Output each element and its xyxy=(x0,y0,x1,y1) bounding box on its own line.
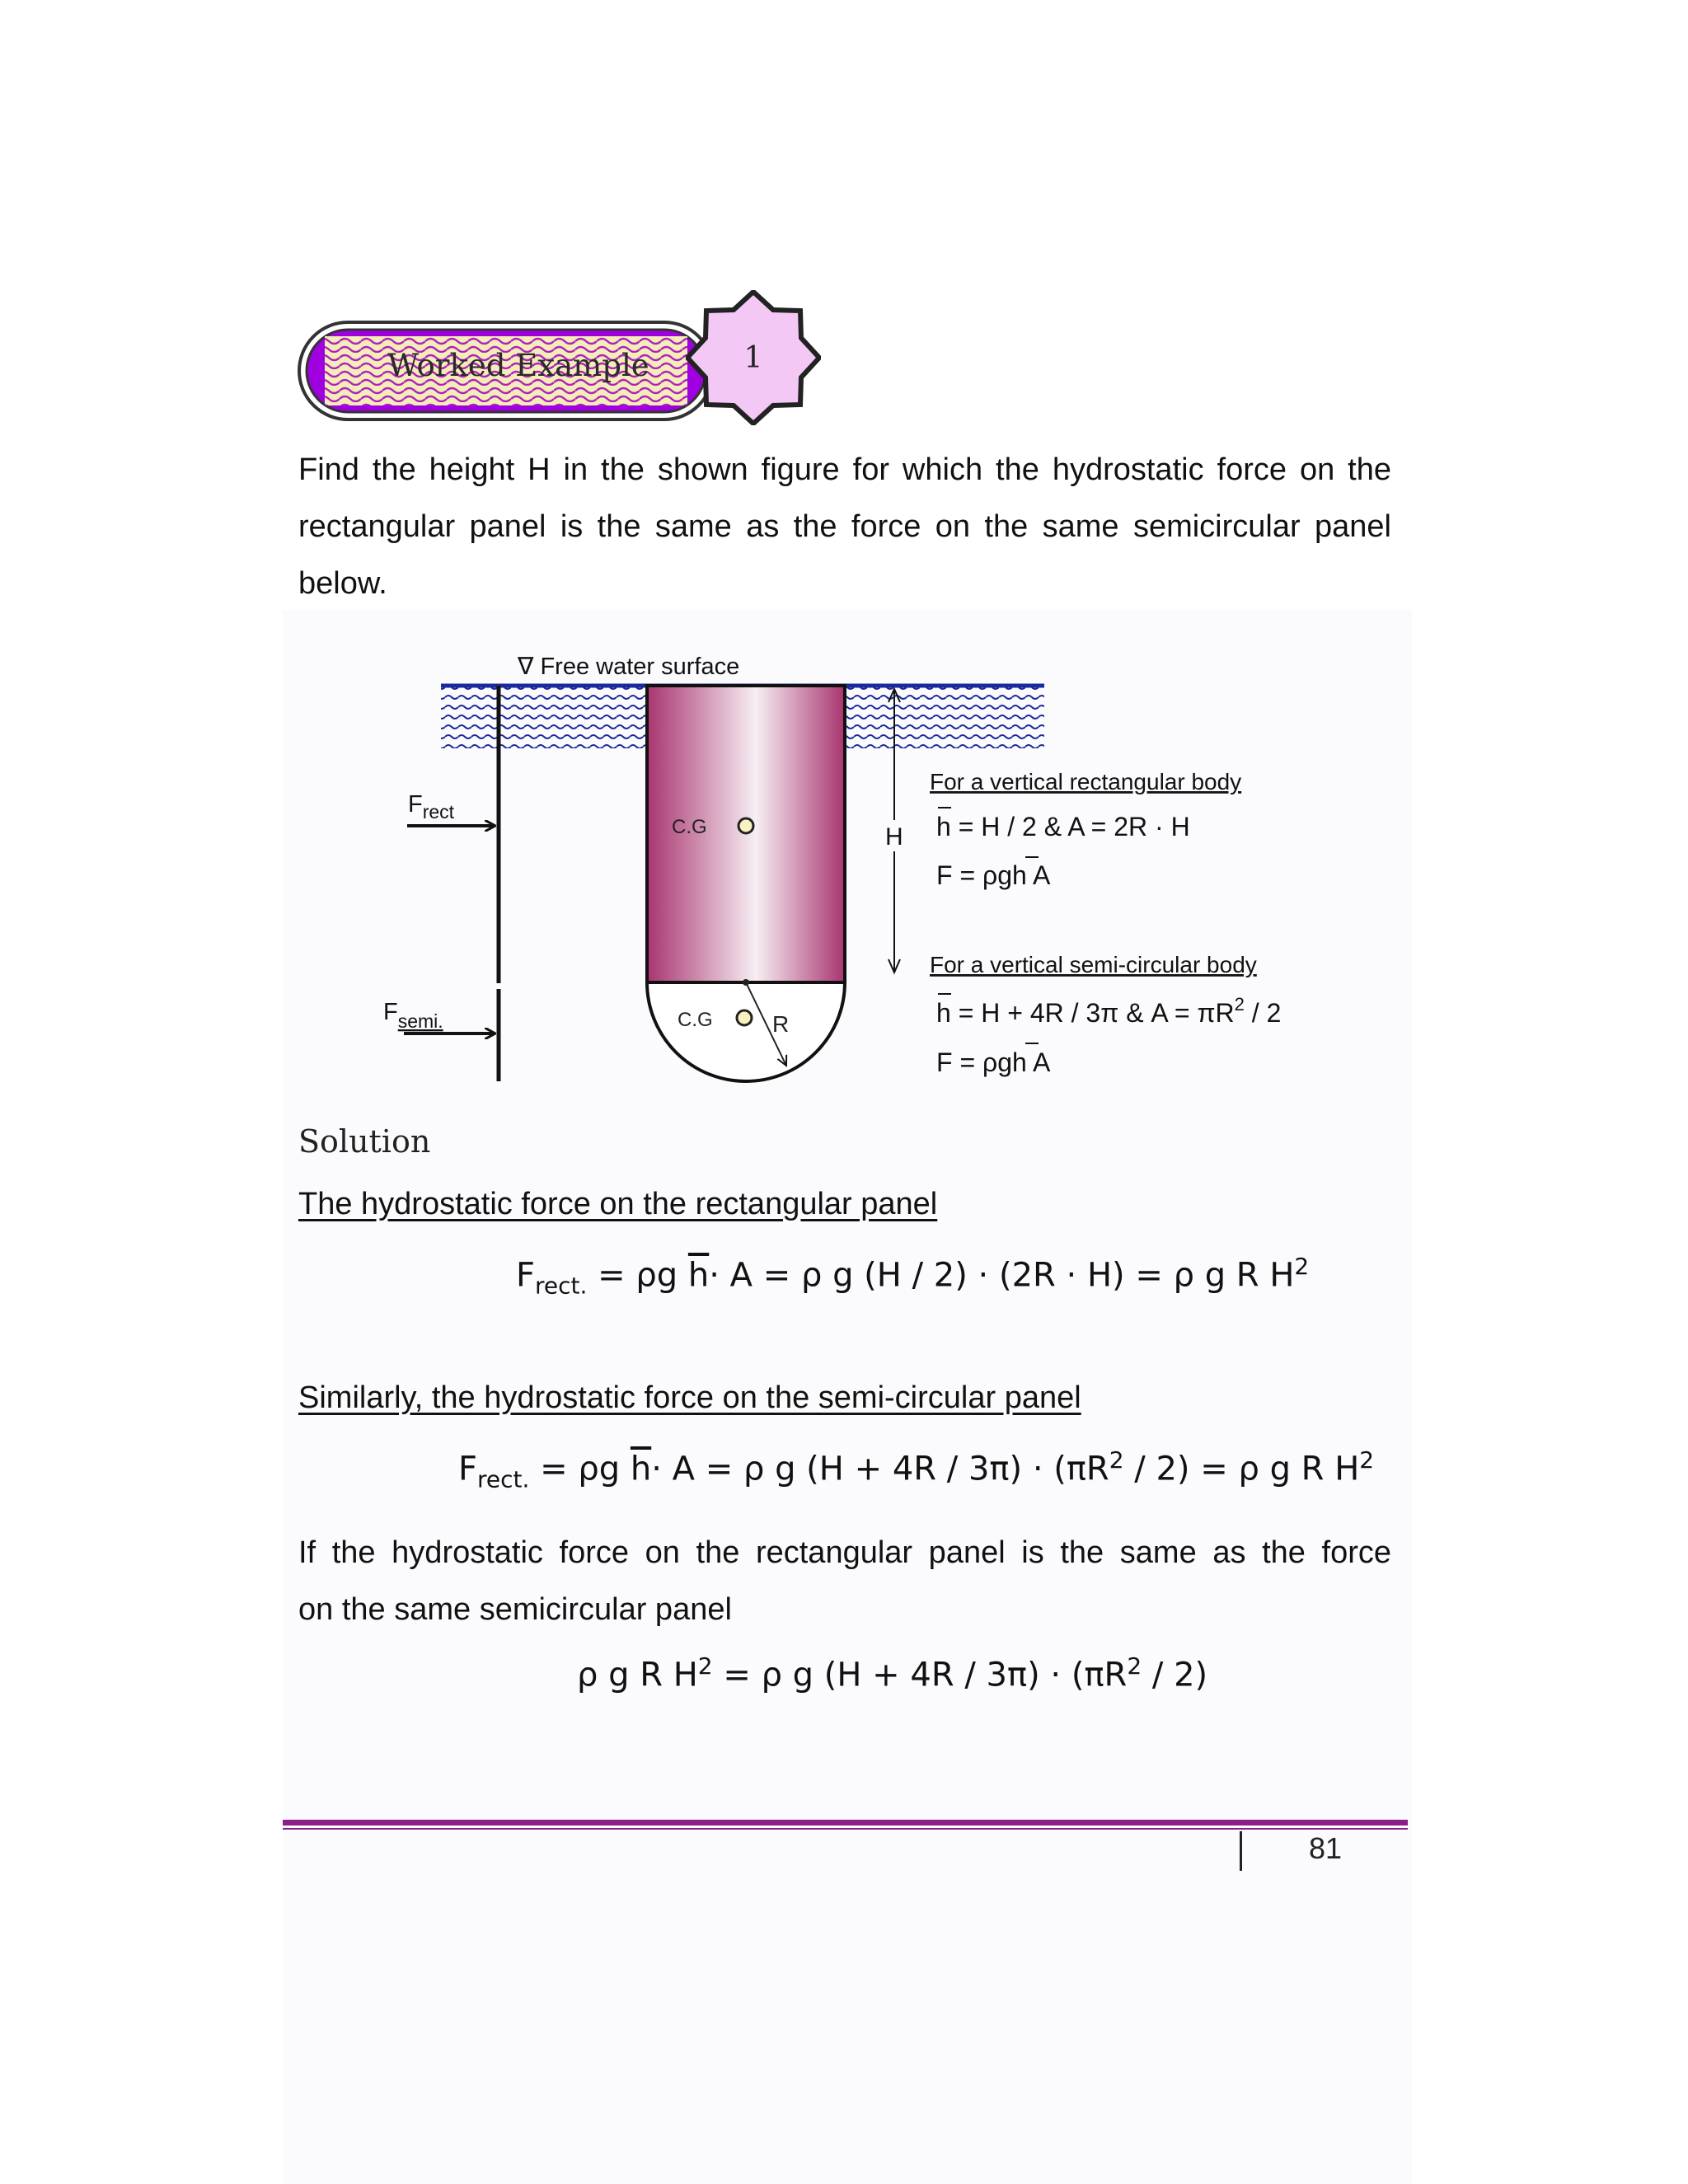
cg-rect-marker xyxy=(738,818,753,833)
rect-formula-1: h = H / 2 & A = 2R · H xyxy=(936,812,1190,841)
f-rect-label: $F_{rect}$ xyxy=(408,791,455,823)
hydrostatic-figure xyxy=(379,643,1368,1108)
footer-separator xyxy=(1240,1831,1242,1871)
rect-formula-2: F = ρgh A xyxy=(936,860,1051,890)
condition-line-1: If the hydrostatic force on the rectangular panel is the same as the force xyxy=(298,1535,1391,1570)
h-label: H xyxy=(885,823,903,851)
equation-rect-force: $F_{rect.} = \rho g$ $\overline{h}\cdot A = \rho$ g (H / 2) · (2R · H) = ρ g R $H^2$ xyxy=(516,1253,1310,1300)
equation-equality: ρ g R $H^2 = \rho$ g $(H + 4R / 3\pi) \cdot (\pi R^2 / 2)$ xyxy=(577,1652,1208,1694)
badge-label: Worked Example xyxy=(387,348,649,383)
semicircular-panel xyxy=(647,982,845,1081)
free-surface-label: ∇ Free water surface xyxy=(518,654,740,680)
cg-rect-label: C.G xyxy=(672,816,707,838)
problem-line-1: Find the height H in the shown figure for which the hydrostatic force on the xyxy=(298,452,1391,487)
radius-label: R xyxy=(772,1011,790,1037)
problem-line-2: rectangular panel is the same as the force on the same semicircular panel xyxy=(298,509,1391,544)
f-semi-label: $F_{semi.}$ xyxy=(383,999,443,1032)
semi-formula-1: h = H + 4R / 3π & $A = \pi R^2 / 2$ xyxy=(936,994,1282,1028)
footer-rule-thick xyxy=(283,1820,1408,1825)
rect-formula-heading: For a vertical rectangular body xyxy=(930,769,1242,794)
figure-drawing xyxy=(379,643,1368,1104)
example-number: 1 xyxy=(743,340,763,375)
rect-force-heading: The hydrostatic force on the rectangular panel xyxy=(298,1187,938,1221)
semi-formula-2: F = ρgh A xyxy=(936,1047,1051,1077)
worked-example-badge xyxy=(297,320,715,422)
problem-statement xyxy=(298,442,1391,612)
equation-semi-force: $F_{rect.} = \rho g$ $\overline{h}\cdot A = \rho$ g $(H + 4R / 3\pi) \cdot (\pi R^2 / 2) = \rho$ g R $H^2$ xyxy=(458,1446,1375,1493)
semi-formula-heading: For a vertical semi-circular body xyxy=(930,952,1257,977)
footer-rule-thin xyxy=(283,1828,1408,1830)
condition-line-2: on the same semicircular panel xyxy=(298,1592,732,1627)
page-number: 81 xyxy=(1309,1831,1343,1865)
cg-semi-marker xyxy=(737,1010,752,1025)
solution-heading: Solution xyxy=(298,1123,431,1160)
cg-semi-label: C.G xyxy=(678,1009,713,1031)
problem-line-3: below. xyxy=(298,566,387,601)
example-number-star xyxy=(686,290,821,425)
condition-statement xyxy=(298,1525,1391,1638)
semi-force-heading: Similarly, the hydrostatic force on the semi-circular panel xyxy=(298,1380,1081,1415)
